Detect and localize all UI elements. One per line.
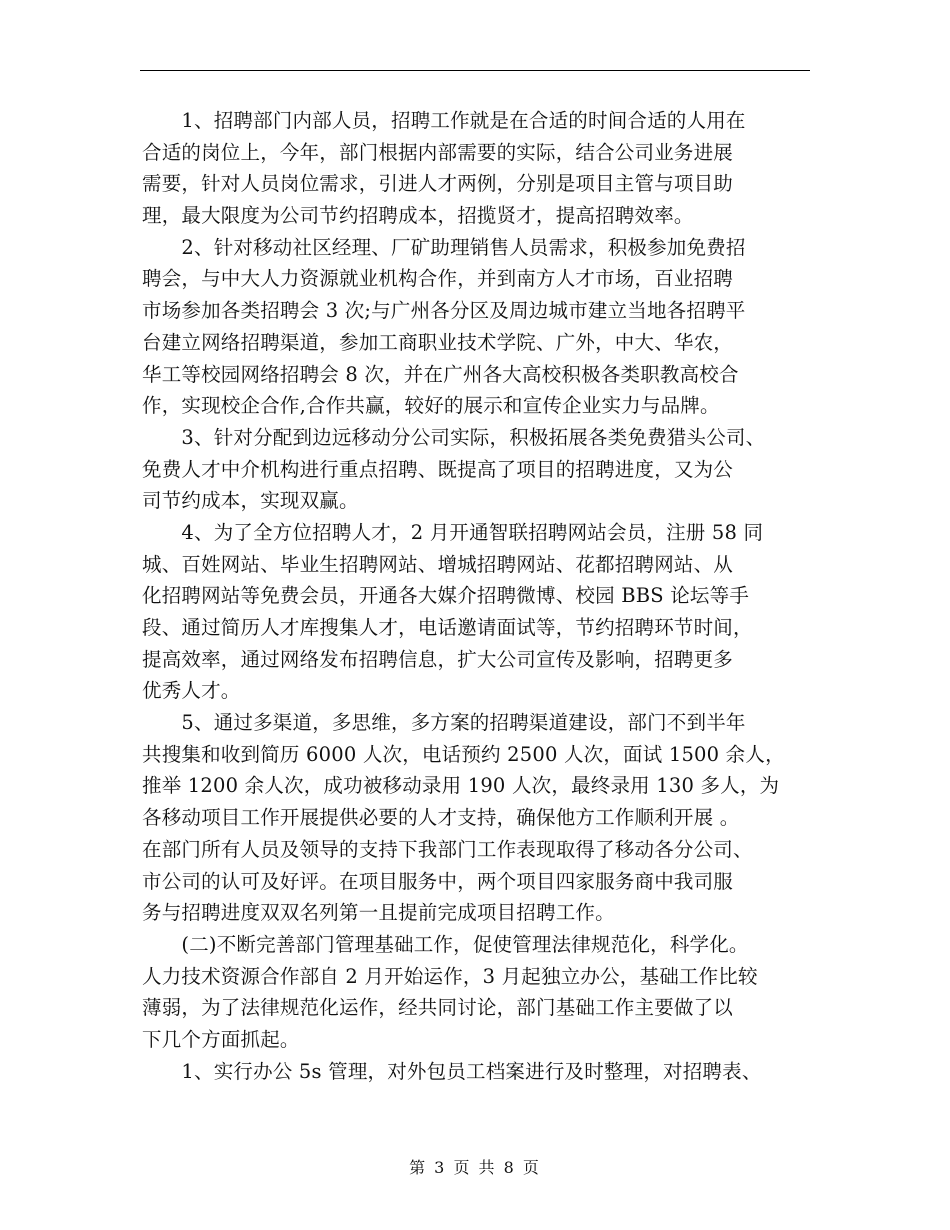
- text-line: 务与招聘进度双双名列第一且提前完成项目招聘工作。: [142, 901, 615, 925]
- document-body: [142, 105, 832, 1087]
- text-line: 华工等校园网络招聘会 8 次，并在广州各大高校积极各类职教高校合: [142, 362, 739, 386]
- text-line: 薄弱，为了法律规范化运作，经共同讨论，部门基础工作主要做了以: [142, 996, 734, 1020]
- text-line: (二)不断完善部门管理基础工作，促使管理法律规范化，科学化。: [142, 932, 749, 956]
- text-line: 1、实行办公 5s 管理，对外包员工档案进行及时整理，对招聘表、: [142, 1059, 762, 1083]
- text-line: 市公司的认可及好评。在项目服务中，两个项目四家服务商中我司服: [142, 869, 734, 893]
- text-line: 需要，针对人员岗位需求，引进人才两例，分别是项目主管与项目助: [142, 172, 734, 196]
- text-line: 4、为了全方位招聘人才，2 月开通智联招聘网站会员，注册 58 同: [142, 520, 764, 544]
- text-line: 推举 1200 余人次，成功被移动录用 190 人次，最终录用 130 多人，为: [142, 774, 780, 798]
- text-line: 段、通过简历人才库搜集人才，电话邀请面试等，节约招聘环节时间，: [142, 616, 753, 639]
- text-line: 下几个方面抓起。: [142, 1027, 300, 1051]
- text-line: 化招聘网站等免费会员，开通各大媒介招聘微博、校园 BBS 论坛等手: [142, 584, 750, 608]
- text-line: 市场参加各类招聘会 3 次;与广州各分区及周边城市建立当地各招聘平: [142, 299, 746, 323]
- text-line: 1、招聘部门内部人员，招聘工作就是在合适的时间合适的人用在: [142, 109, 746, 132]
- text-line: 司节约成本，实现双赢。: [142, 489, 359, 513]
- text-line: 各移动项目工作开展提供必要的人才支持，确保他方工作顺利开展 。: [142, 806, 740, 830]
- text-line: 免费人才中介机构进行重点招聘、既提高了项目的招聘进度，又为公: [142, 457, 734, 481]
- text-line: 人力技术资源合作部自 2 月开始运作，3 月起独立办公，基础工作比较: [142, 964, 758, 988]
- text-line: 聘会，与中大人力资源就业机构合作，并到南方人才市场，百业招聘: [142, 267, 734, 291]
- text-line: 合适的岗位上，今年，部门根据内部需要的实际，结合公司业务进展: [142, 140, 734, 164]
- text-line: 共搜集和收到简历 6000 人次，电话预约 2500 人次，面试 1500 余人，: [142, 742, 785, 766]
- text-line: 在部门所有人员及领导的支持下我部门工作表现取得了移动各分公司、: [142, 837, 753, 861]
- text-line: 提高效率，通过网络发布招聘信息，扩大公司宣传及影响，招聘更多: [142, 647, 734, 671]
- header-rule: [140, 70, 810, 71]
- text-line: 优秀人才。: [142, 679, 241, 703]
- text-line: 作，实现校企合作,合作共赢，较好的展示和宣传企业实力与品牌。: [142, 394, 720, 418]
- text-line: 3、针对分配到边远移动分公司实际，积极拓展各类免费猎头公司、: [142, 425, 766, 449]
- text-line: 城、百姓网站、毕业生招聘网站、增城招聘网站、花都招聘网站、从: [142, 552, 734, 576]
- page-number: 第 3 页 共 8 页: [409, 1158, 541, 1177]
- text-line: 理，最大限度为公司节约招聘成本，招揽贤才，提高招聘效率。: [142, 204, 694, 228]
- text-line: 台建立网络招聘渠道，参加工商职业技术学院、广外，中大、华农，: [142, 330, 734, 354]
- text-line: 5、通过多渠道，多思维，多方案的招聘渠道建设，部门不到半年: [142, 711, 746, 735]
- text-line: 2、针对移动社区经理、厂矿助理销售人员需求，积极参加免费招: [142, 235, 746, 259]
